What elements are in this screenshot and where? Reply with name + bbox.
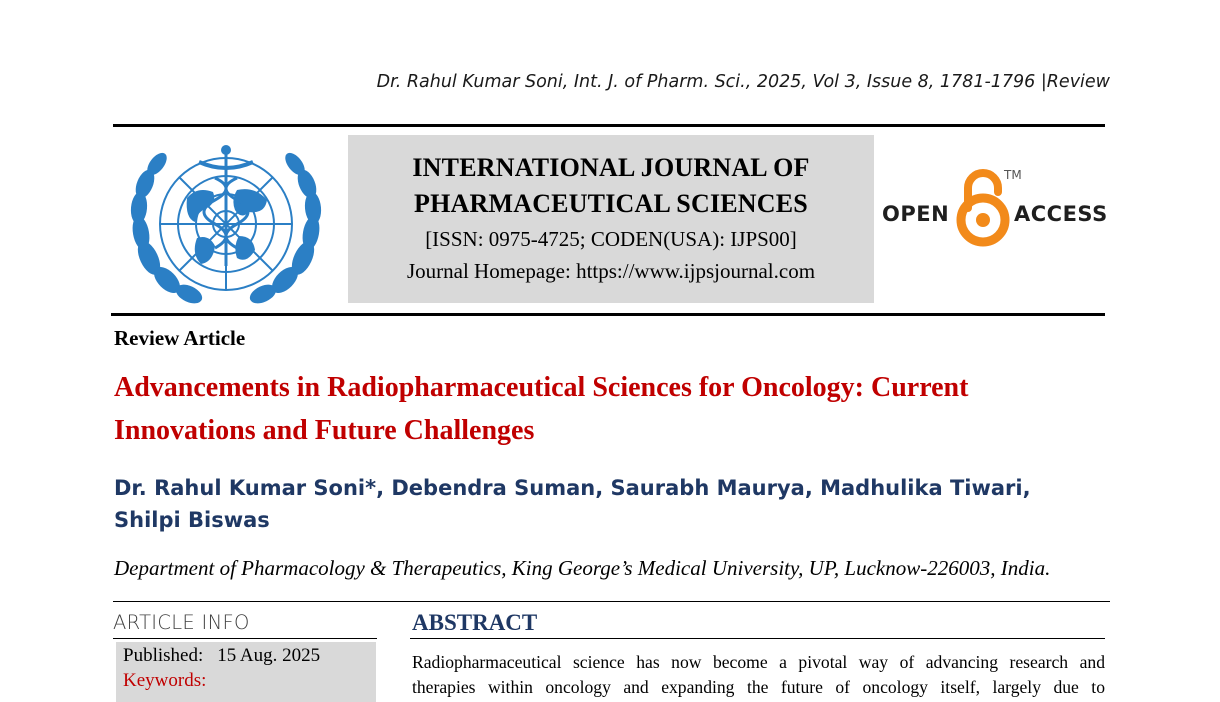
authors-line-1: Dr. Rahul Kumar Soni*, Debendra Suman, Saurabh Maurya, Madhulika Tiwari,: [114, 476, 1031, 500]
journal-title-line-1: INTERNATIONAL JOURNAL OF: [412, 153, 810, 182]
journal-issn: [ISSN: 0975-4725; CODEN(USA): IJPS00]: [425, 227, 797, 251]
abstract-text: [412, 650, 1105, 700]
journal-title-line-2: PHARMACEUTICAL SCIENCES: [414, 189, 808, 218]
affiliation-rule: [113, 601, 1110, 602]
journal-homepage: Journal Homepage: https://www.ijpsjournal.com: [406, 259, 816, 283]
keywords-label: Keywords:: [123, 670, 207, 691]
published-date: 15 Aug. 2025: [217, 645, 321, 666]
running-head: Dr. Rahul Kumar Soni, Int. J. of Pharm. Sci., 2025, Vol 3, Issue 8, 1781-1796 |Review: [376, 72, 1110, 92]
published-label: Published:: [123, 645, 204, 666]
article-info-box: [116, 642, 376, 702]
open-access-word-access: ACCESS: [1014, 202, 1108, 226]
published-row: [123, 645, 320, 667]
journal-emblem-logo: [127, 138, 325, 306]
author-affiliation: Department of Pharmacology & Therapeutics, King George’s Medical University, UP, Lucknow-226003, India.: [114, 556, 1051, 580]
authors-line-2: Shilpi Biswas: [114, 508, 270, 532]
article-info-heading: ARTICLE INFO: [113, 611, 250, 634]
abstract-line-1: Radiopharmaceutical science has now become a pivotal way of advancing research and: [412, 652, 1105, 672]
abstract-rule: [410, 638, 1105, 639]
article-title: Advancements in Radiopharmaceutical Sciences for Oncology: Current Innovations and Future Challenges: [114, 372, 969, 446]
article-type: Review Article: [114, 326, 246, 350]
top-rule: [113, 124, 1105, 127]
abstract-line-2: therapies within oncology and expanding the future of oncology itself, largely due to: [412, 677, 1105, 697]
article-info-rule: [113, 638, 377, 639]
open-access-logo: [880, 164, 1110, 254]
masthead-bottom-rule: [111, 313, 1105, 316]
journal-masthead: [348, 135, 874, 303]
author-list: [114, 472, 1114, 536]
abstract-heading: ABSTRACT: [412, 610, 538, 635]
open-access-word-open: OPEN: [882, 202, 950, 226]
trademark-symbol: TM: [1004, 168, 1022, 182]
